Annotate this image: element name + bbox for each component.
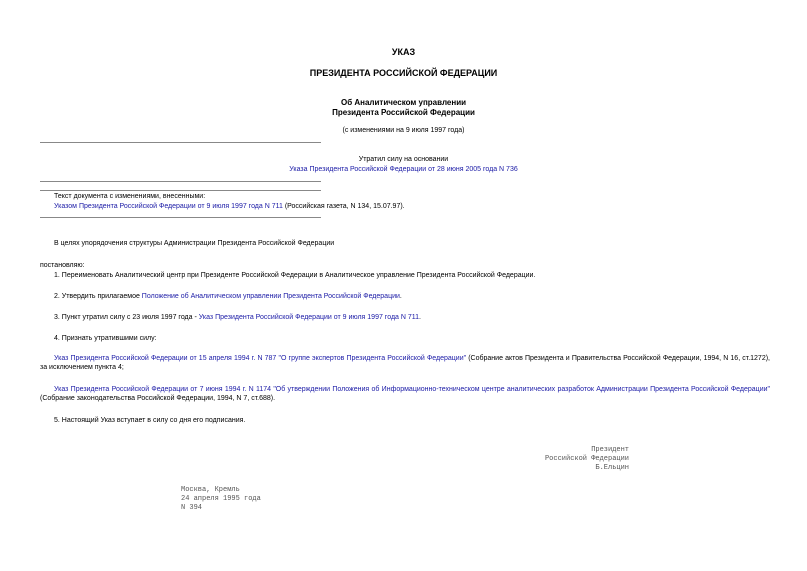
paragraph-4a — [40, 355, 770, 373]
issuer-title: ПРЕЗИДЕНТА РОССИЙСКОЙ ФЕДЕРАЦИИ — [309, 68, 498, 78]
amendment-note: (с изменениями на 9 июля 1997 года) — [342, 127, 465, 134]
document-subject-line2: Президента Российской Федерации — [332, 108, 475, 117]
paragraph-1: 1. Переименовать Аналитический центр при Президенте Российской Федерации в Аналитическое управление Президента Российской Федерации. — [54, 272, 536, 279]
revision-line — [40, 203, 770, 212]
signature-line-3: Б.Ельцин — [595, 464, 629, 473]
divider-rule — [40, 181, 321, 182]
paragraph-4b-source: (Собрание законодательства Российской Федерации, 1994, N 7, ст.688). — [40, 394, 276, 402]
number-line: N 394 — [181, 504, 203, 513]
document-type-title: УКАЗ — [391, 47, 416, 57]
paragraph-3 — [40, 314, 770, 323]
decree-711-link[interactable]: Указ Президента Российской Федерации от 9 июля 1997 года N 711 — [198, 314, 420, 321]
divider-rule — [40, 190, 321, 191]
decree-787-link[interactable]: Указ Президента Российской Федерации от 15 апреля 1994 г. N 787 "О группе экспертов Президента Российской Федерации" — [54, 355, 467, 362]
signature-line-2: Российской Федерации — [544, 455, 629, 464]
paragraph-2-prefix: 2. Утвердить прилагаемое — [54, 293, 142, 300]
decree-1174-link[interactable]: Указ Президента Российской Федерации от 7 июня 1994 г. N 1174 "Об утверждении Положения об Информационно-техническом центре аналитических разработок Администрации Президента Российской Федерации" — [54, 386, 770, 393]
regulation-link[interactable]: Положение об Аналитическом управлении Президента Российской Федерации — [141, 293, 400, 300]
paragraph-4: 4. Признать утратившими силу: — [54, 335, 157, 342]
date-line: 24 апреля 1995 года — [181, 495, 261, 504]
paragraph-2-suffix: . — [399, 293, 402, 300]
paragraph-4a-source: (Собрание актов Президента и Правительства Российской Федерации, 1994, N 16, ст.1272), за исключением пункта 4; — [40, 355, 770, 371]
divider-rule — [40, 142, 321, 143]
revision-label: Текст документа с изменениями, внесенными: — [54, 193, 206, 200]
paragraph-3-suffix: . — [419, 314, 421, 321]
revision-link[interactable]: Указом Президента Российской Федерации от 9 июля 1997 года N 711 — [54, 203, 283, 210]
place-line: Москва, Кремль — [181, 486, 240, 494]
signature-block — [545, 446, 629, 473]
paragraph-2 — [40, 293, 770, 302]
paragraph-3-prefix: 3. Пункт утратил силу с 23 июля 1997 года - — [54, 314, 199, 321]
divider-rule — [40, 217, 321, 218]
document-subject-line1: Об Аналитическом управлении — [340, 98, 467, 107]
invalid-notice-label: Утратил силу на основании — [358, 156, 449, 163]
signature-line-1: Президент — [591, 446, 629, 454]
paragraph-5: 5. Настоящий Указ вступает в силу со дня его подписания. — [54, 417, 246, 424]
decree-word: постановляю: — [40, 262, 85, 269]
invalid-notice-link[interactable]: Указа Президента Российской Федерации от 28 июня 2005 года N 736 — [289, 166, 518, 173]
intro-paragraph: В целях упорядочения структуры Администрации Президента Российской Федерации — [54, 240, 335, 247]
place-date-block — [181, 486, 261, 513]
paragraph-4b — [40, 386, 770, 404]
revision-source: (Российская газета, N 134, 15.07.97). — [282, 203, 405, 210]
